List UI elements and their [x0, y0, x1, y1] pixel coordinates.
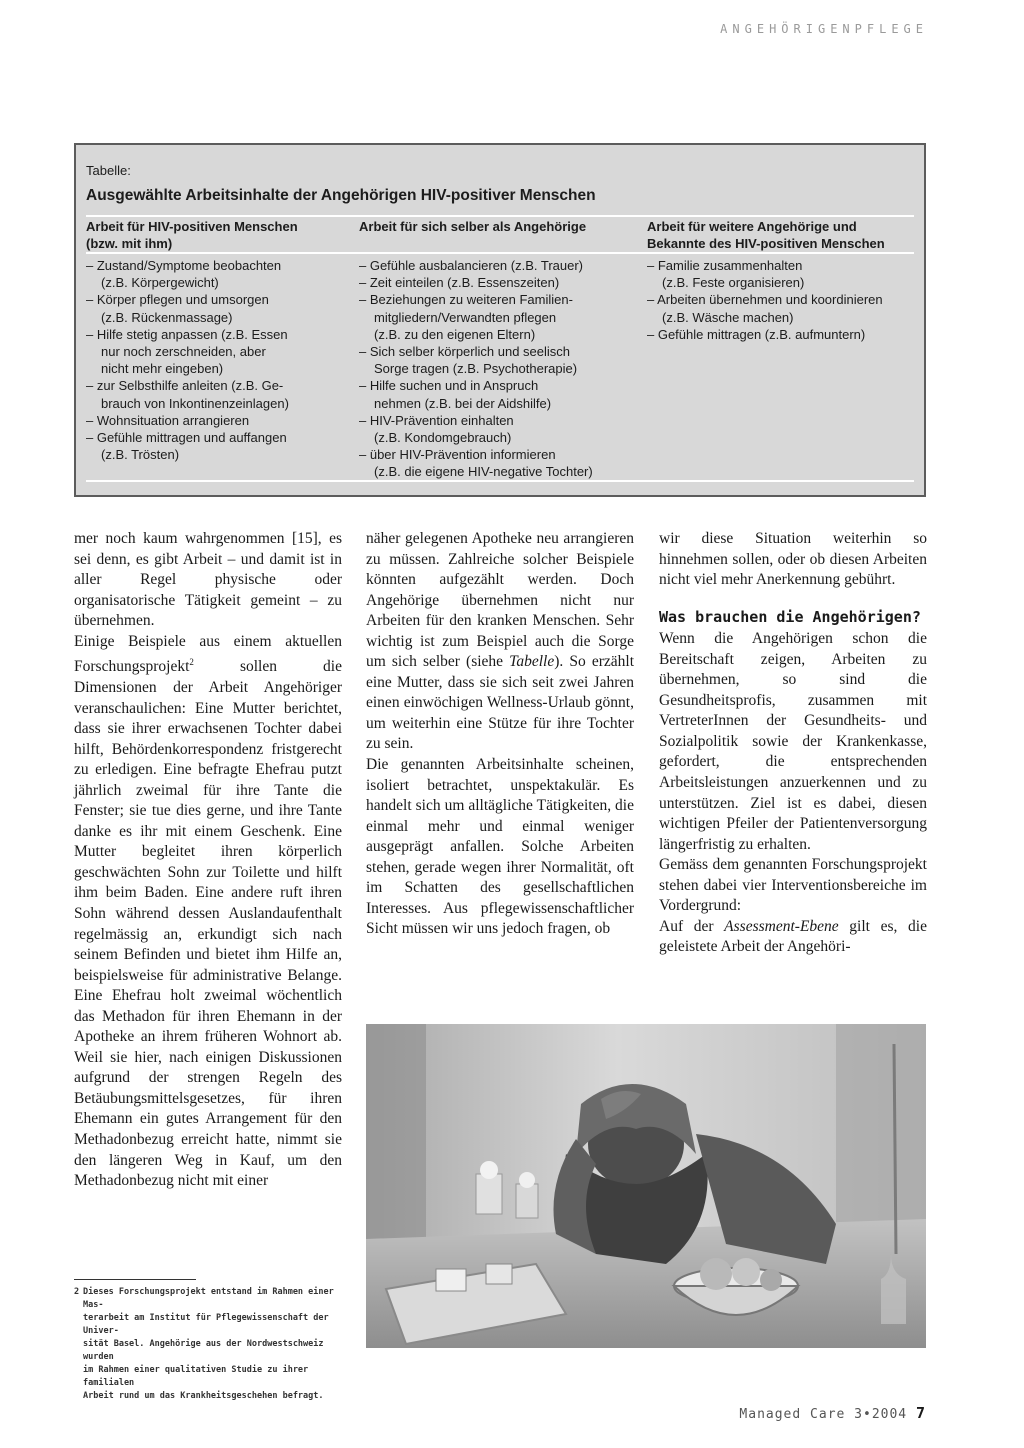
paragraph-text: gilt es, die geleistete Arbeit der Angehöri- — [659, 917, 927, 956]
table-rule-bottom — [86, 480, 914, 482]
table-rule-mid — [86, 252, 914, 254]
table-reference: Tabelle — [509, 653, 555, 671]
table-rule-top — [86, 215, 914, 217]
paragraph: Wenn die Angehörigen schon die Bereitschaft zeigen, Arbeiten zu übernehmen, so sind die Gesundheitsprofis, zusammen mit VertreterInnen der Gesundheits- und Sozialpolitik sowie der Krankenkasse, gefordert, die entsprechenden Arbeitsleistungen anzuerkennen und zu unterstützen. Ziel ist es dabei, diesen wichtigen Pfeiler der Patientenversorgung längerfristig zu erhalten. — [659, 630, 927, 853]
table-column-items-1 — [86, 257, 348, 463]
paragraph-text: Auf der — [659, 917, 725, 935]
footnote-text: Dieses Forschungsprojekt entstand im Rahmen einer Mas- terarbeit am Institut für Pflegewissenschaft der Univer- sität Basel. Angehörige aus der Nordwestschweiz wurden im Rahmen einer qualitativen Studie zu ihrer familialen Arbeit rund um das Krankheitsgeschehen befragt. — [83, 1287, 334, 1401]
paragraph-text: sollen die Dimensionen der Arbeit Angehöriger veranschaulichen: Eine Mutter berichtet, dass sie ihrer erwachsenen Tochter dabei hilft, Behördenkorrespondenz fristgerecht zu erledigen. Eine befragte Ehefrau putzt jährlich zweimal für ihre Tante die Fenster; sie tue dies gerne, und ihre Tante danke es ihr mit einem Geschenk. Eine Mutter begleitet ihren körperlich geschwächten Sohn zur Toilette und hilft ihm beim Baden. Eine andere ruft ihren Sohn während dessen Auslandaufenthalt regelmässig an, erkundigt sich nach seinem Befinden und bietet ihm Hilfe an, beispielsweise für administrative Belange. Eine Ehefrau holt zweimal wöchentlich das Methadon für ihren Ehemann in der Apotheke an ihrem früheren Wohnort ab. Weil sie hier, nach einigen Diskussionen aufgrund der strengen Regeln des Betäubungsmittelsgesetzes, für ihren Ehemann ein gutes Arrangement für den Methadonbezug erreicht hatte, nimmt sie den längeren Weg in Kauf, um den Methadonbezug nicht mit einer — [74, 658, 342, 1190]
footnote — [74, 1286, 344, 1403]
table-list-item: – zur Selbsthilfe anleiten (z.B. Ge- brauch von Inkontinenzeinlagen) — [86, 378, 289, 411]
paragraph: mer noch kaum wahrgenommen [15], es sei denn, es gibt Arbeit – und damit ist in aller Regel physische oder organisatorische Tätigkeit gemeint – zu übernehmen. — [74, 530, 342, 630]
table-list-item: – Körper pflegen und umsorgen (z.B. Rückenmassage) — [86, 292, 269, 325]
paragraph — [659, 917, 927, 958]
table-list-item: – Zustand/Symptome beobachten (z.B. Körpergewicht) — [86, 258, 282, 291]
table-list-item: – Arbeiten übernehmen und koordinieren (z.B. Wäsche machen) — [647, 292, 883, 325]
table-list-item: – Gefühle mittragen (z.B. aufmuntern) — [647, 326, 866, 342]
article-column-3 — [659, 529, 927, 958]
article-column-1 — [74, 529, 342, 1192]
paragraph: wir diese Situation weiterhin so hinnehmen sollen, oder ob diesen Arbeiten nicht viel mehr Anerkennung gebührt. — [659, 530, 927, 589]
table-column-header-2: Arbeit für sich selber als Angehörige — [359, 219, 587, 234]
paragraph: Die genannten Arbeitsinhalte scheinen, isoliert betrachtet, unspektakulär. Es handelt sich um alltägliche Tätigkeiten, die einmal mehr und einmal weniger ausgeprägt anfallen. Solche Arbeiten stehen, gerade wegen ihrer Normalität, oft im Schatten des gesellschaftlichen Interesses. Aus pflegewissenschaftlicher Sicht müssen wir uns jedoch fragen, ob — [366, 756, 634, 938]
photo-distressed-man — [366, 1024, 926, 1348]
table-list-item: – Sich selber körperlich und seelisch Sorge tragen (z.B. Psychotherapie) — [359, 344, 578, 377]
paragraph: Gemäss dem genannten Forschungsprojekt stehen dabei vier Interventionsbereiche im Vordergrund: — [659, 856, 927, 915]
table-list-item: – Familie zusammenhalten (z.B. Feste organisieren) — [647, 258, 805, 291]
table-list-item: – Hilfe suchen und in Anspruch nehmen (z.B. bei der Aidshilfe) — [359, 378, 552, 411]
table-column-header-3: Arbeit für weitere Angehörige und Bekannte des HIV-positiven Menschen — [647, 219, 885, 252]
paragraph-text: Einige Beispiele aus einem aktuellen Forschungsprojekt — [74, 632, 342, 676]
emphasis: Assessment-Ebene — [724, 917, 839, 935]
table-list-item: – Zeit einteilen (z.B. Essenszeiten) — [359, 275, 560, 291]
paragraph-text: ). So erzählt eine Mutter, dass sie sich seit zwei Jahren einen einwöchigen Wellness-Urlaub gönnt, um weiterhin eine Stütze für ihre Tochter zu sein. — [366, 653, 635, 753]
paragraph — [74, 632, 342, 1192]
table-column-header-1: Arbeit für HIV-positiven Menschen (bzw. mit ihm) — [86, 219, 298, 252]
table-list-item: – Gefühle ausbalancieren (z.B. Trauer) — [359, 258, 584, 273]
table-label: Tabelle: — [86, 163, 131, 178]
photo-illustration — [366, 1024, 926, 1348]
article-column-2 — [366, 529, 634, 940]
paragraph-text: näher gelegenen Apotheke neu arrangieren zu müssen. Zahlreiche solcher Beispiele könnten aufgezählt werden. Doch Angehörige übernehmen nicht nur Arbeiten für den kranken Menschen. Sehr wichtig ist zum Beispiel auch die Sorge um sich selber (siehe — [366, 530, 634, 671]
issue-number: 3 — [854, 1407, 863, 1422]
section-heading: Was brauchen die Angehörigen? — [659, 607, 921, 626]
footnote-number: 2 — [74, 1287, 80, 1297]
footnote-rule — [74, 1279, 196, 1280]
table-list-item: – Gefühle mittragen und auffangen (z.B. Trösten) — [86, 430, 287, 463]
page-footer — [739, 1404, 926, 1422]
table-title: Ausgewählte Arbeitsinhalte der Angehörigen HIV-positiver Menschen — [86, 187, 596, 204]
running-head: ANGEHÖRIGENPFLEGE — [720, 22, 928, 36]
footnote-marker: 2 — [189, 657, 194, 668]
page-number: 7 — [915, 1404, 926, 1422]
journal-name: Managed Care — [739, 1407, 846, 1422]
table-list-item: – Beziehungen zu weiteren Familien- mitgliedern/Verwandten pflegen (z.B. zu den eigenen Eltern) — [359, 292, 573, 342]
table-list-item: – Hilfe stetig anpassen (z.B. Essen nur noch zerschneiden, aber nicht mehr eingeben) — [86, 326, 288, 377]
paragraph — [366, 529, 634, 755]
table-column-items-2 — [359, 257, 641, 481]
bullet-separator: • — [863, 1407, 872, 1422]
year: 2004 — [871, 1407, 908, 1422]
table-column-items-3 — [647, 257, 919, 343]
summary-table — [74, 143, 926, 497]
table-list-item: – Wohnsituation arrangieren — [86, 412, 250, 428]
table-list-item: – HIV-Prävention einhalten (z.B. Kondomgebrauch) — [359, 412, 514, 446]
table-list-item: – über HIV-Prävention informieren (z.B. die eigene HIV-negative Tochter) — [359, 447, 593, 480]
